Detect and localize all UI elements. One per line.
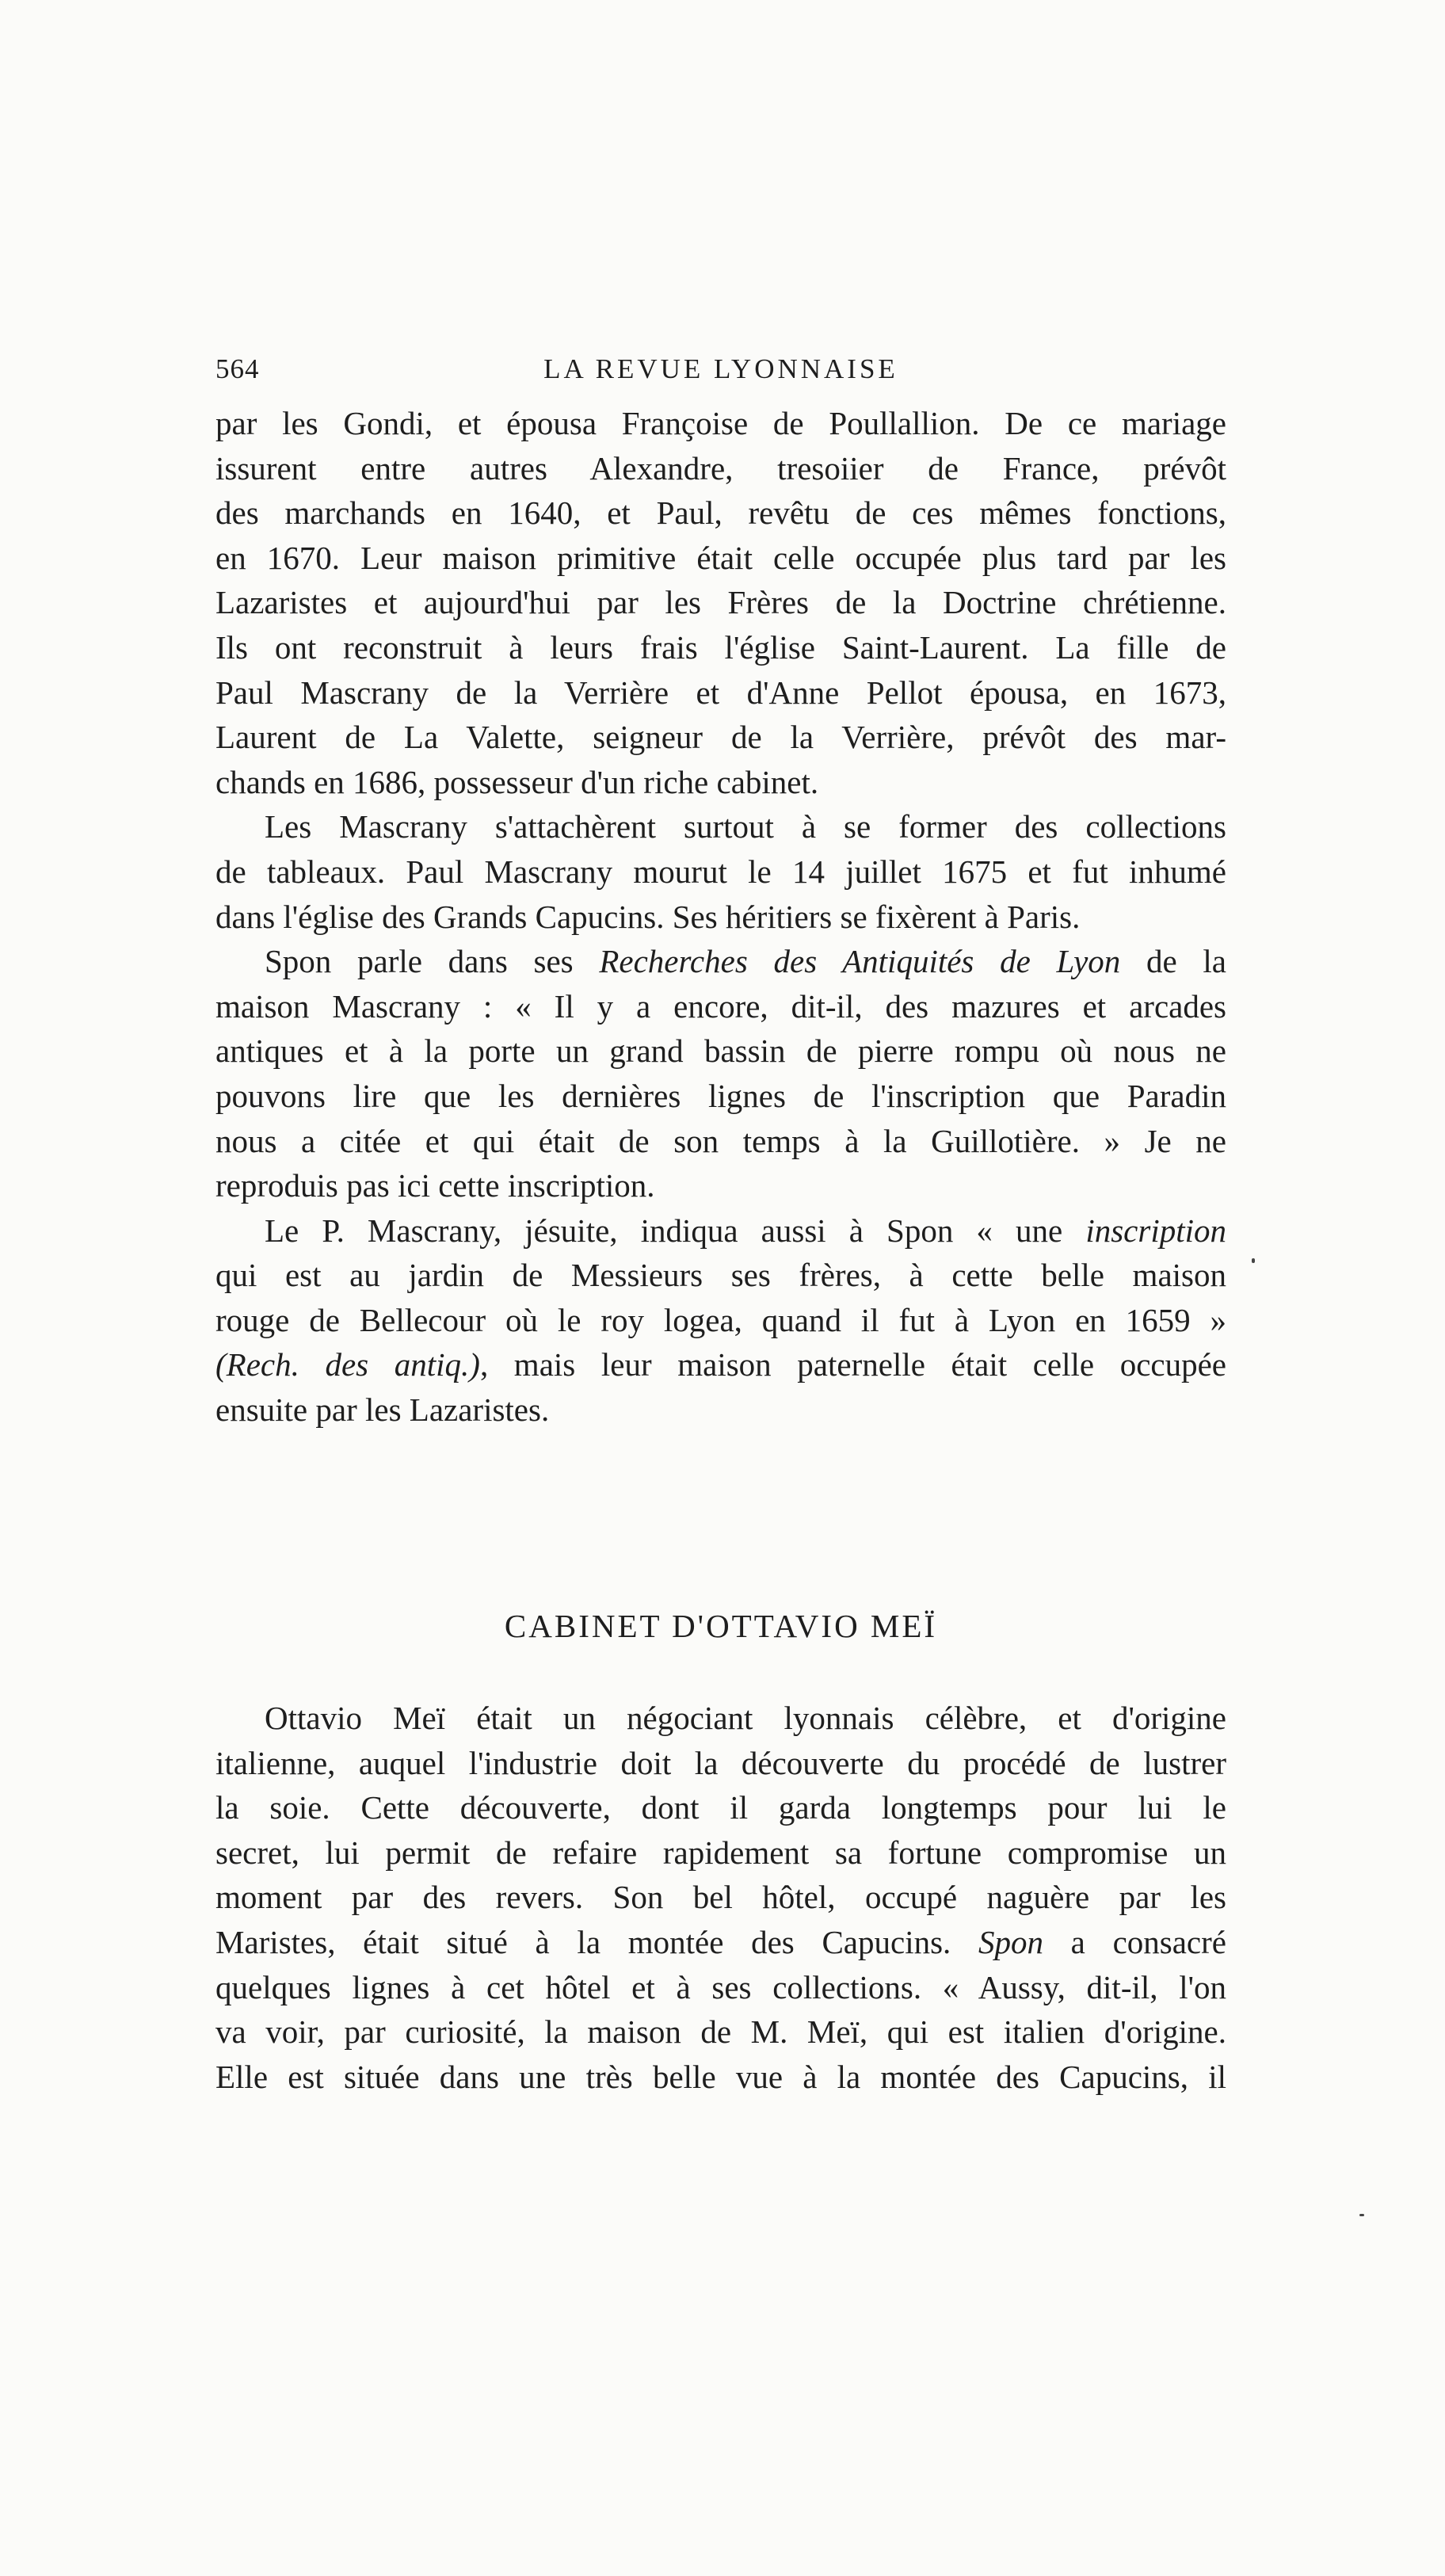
text-line: Elle est située dans une très belle vue à la montée des Capucins, il: [215, 2058, 1226, 2095]
text-segment: Spon parle dans ses: [265, 943, 600, 980]
italic-title: Recherches des Antiquités de Lyon: [599, 943, 1121, 980]
text-line: rouge de Bellecour où le roy logea, quand il fut à Lyon en 1659 »: [215, 1301, 1226, 1338]
text-line: Lazaristes et aujourd'hui par les Frères de la Doctrine chrétienne.: [215, 584, 1226, 621]
text-line: Ottavio Meï était un négociant lyonnais célèbre, et d'origine: [265, 1700, 1226, 1736]
text-line: pouvons lire que les dernières lignes de l'inscription que Paradin: [215, 1077, 1226, 1114]
text-line: issurent entre autres Alexandre, tresoiier de France, prévôt: [215, 449, 1226, 487]
text-line: antiques et à la porte un grand bassin de pierre rompu où nous ne: [215, 1032, 1226, 1070]
body-text-bottom: [215, 1696, 1226, 2099]
text-line: Laurent de La Valette, seigneur de la Verrière, prévôt des mar-: [215, 719, 1226, 756]
text-line: moment par des revers. Son bel hôtel, occupé naguère par les: [215, 1879, 1226, 1916]
text-line: [215, 1920, 1226, 1965]
text-line: nous a citée et qui était de son temps à la Guillotière. » Je ne: [215, 1122, 1226, 1159]
text-line: ensuite par les Lazaristes.: [215, 1391, 550, 1429]
text-line: Les Mascrany s'attachèrent surtout à se former des collections: [265, 808, 1226, 845]
text-segment: Le P. Mascrany, jésuite, indiqua aussi à Spon « une: [265, 1212, 1086, 1249]
text-line: va voir, par curiosité, la maison de M. Meï, qui est italien d'origine.: [215, 2013, 1226, 2051]
text-line: [215, 939, 1226, 984]
text-line: italienne, auquel l'industrie doit la découverte du procédé de lustrer: [215, 1744, 1226, 1781]
text-segment: Maristes, était situé à la montée des Capucins.: [215, 1923, 978, 1960]
text-line: Paul Mascrany de la Verrière et d'Anne Pellot épousa, en 1673,: [215, 674, 1226, 711]
text-segment: a consacré: [1043, 1923, 1226, 1960]
text-line: [215, 1342, 1226, 1387]
text-line: maison Mascrany : « Il y a encore, dit-il, des mazures et arcades: [215, 987, 1226, 1025]
text-line: en 1670. Leur maison primitive était celle occupée plus tard par les: [215, 539, 1226, 576]
text-line: la soie. Cette découverte, dont il garda longtemps pour lui le: [215, 1789, 1226, 1826]
page-header: [215, 347, 1226, 395]
text-segment: , mais leur maison paternelle était celle occupée: [479, 1346, 1226, 1383]
text-line: des marchands en 1640, et Paul, revêtu de ces mêmes fonctions,: [215, 494, 1226, 532]
text-line: reproduis pas ici cette inscription.: [215, 1167, 655, 1204]
section-heading: CABINET D'OTTAVIO MEÏ: [504, 1608, 938, 1644]
italic-citation: (Rech. des antiq.): [215, 1346, 480, 1383]
ink-speck: [1252, 1258, 1255, 1263]
body-text-top: [215, 401, 1226, 1433]
text-line: qui est au jardin de Messieurs ses frères, à cette belle maison: [215, 1257, 1226, 1294]
running-title: LA REVUE LYONNAISE: [543, 353, 898, 384]
italic-name: Spon: [978, 1923, 1043, 1960]
text-line: [215, 1208, 1226, 1254]
text-line: de tableaux. Paul Mascrany mourut le 14 juillet 1675 et fut inhumé: [215, 853, 1226, 890]
ink-speck: [1359, 2214, 1364, 2216]
text-line: par les Gondi, et épousa Françoise de Poullallion. De ce mariage: [215, 405, 1226, 441]
text-line: Ils ont reconstruit à leurs frais l'église Saint-Laurent. La fille de: [215, 628, 1226, 666]
italic-text: inscription: [1085, 1212, 1226, 1249]
text-line: quelques lignes à cet hôtel et à ses collections. « Aussy, dit-il, l'on: [215, 1968, 1226, 2005]
page-number: 564: [215, 353, 260, 384]
text-line: chands en 1686, possesseur d'un riche cabinet.: [215, 763, 819, 800]
text-segment: de la: [1120, 943, 1226, 980]
text-line: secret, lui permit de refaire rapidement sa fortune compromise un: [215, 1834, 1226, 1871]
text-line: dans l'église des Grands Capucins. Ses héritiers se fixèrent à Paris.: [215, 898, 1081, 935]
